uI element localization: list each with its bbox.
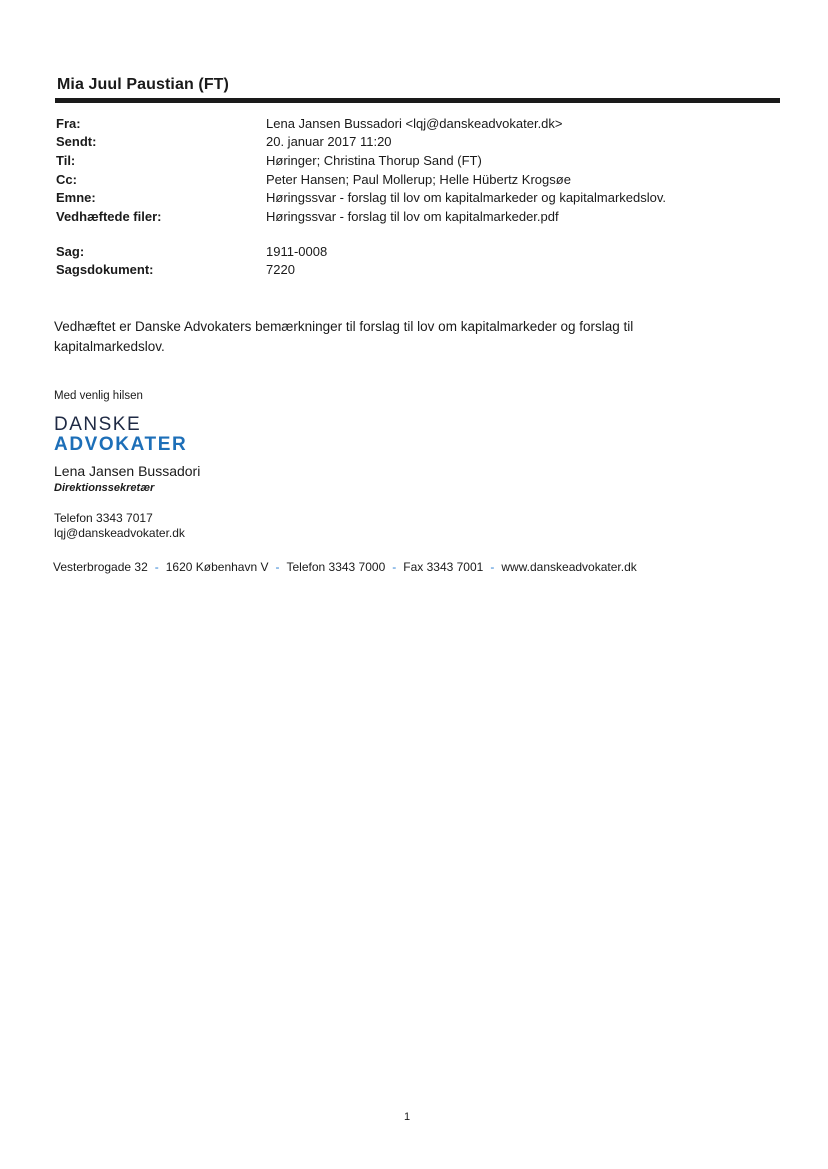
header-row-to: [56, 153, 716, 171]
signature-title: Direktionssekretær: [54, 482, 155, 494]
header-value-from: Lena Jansen Bussadori <lqj@danskeadvokater.dk>: [266, 116, 563, 131]
header-label-to: Til:: [56, 153, 76, 168]
header-value-to: Høringer; Christina Thorup Sand (FT): [266, 153, 482, 168]
signature-email-link[interactable]: lqj@danskeadvokater.dk: [54, 526, 185, 540]
header-divider: [55, 98, 780, 103]
email-body-text: Vedhæftet er Danske Advokaters bemærkninger til forslag til lov om kapitalmarkeder og forslag til kapitalmarkedslov.: [54, 319, 634, 354]
header-value-case: 1911-0008: [266, 244, 328, 259]
footer-fax: Fax 3343 7001: [403, 560, 484, 574]
header-label-attachments: Vedhæftede filer:: [56, 209, 162, 224]
footer-separator: -: [275, 560, 280, 574]
footer-website-link[interactable]: www.danskeadvokater.dk: [501, 560, 637, 574]
header-label-cc: Cc:: [56, 172, 77, 187]
header-row-sent: [56, 134, 716, 152]
header-label-case: Sag:: [56, 244, 85, 259]
footer-address: Vesterbrogade 32: [53, 560, 148, 574]
signature-footer: [53, 560, 637, 574]
footer-separator: -: [154, 560, 159, 574]
header-value-cc: Peter Hansen; Paul Mollerup; Helle Hübertz Krogsøe: [266, 172, 571, 187]
header-row-attachments: [56, 209, 716, 227]
header-label-case-document: Sagsdokument:: [56, 262, 154, 277]
header-value-attachments: Høringssvar - forslag til lov om kapitalmarkeder.pdf: [266, 209, 559, 224]
signature-name: Lena Jansen Bussadori: [54, 463, 201, 479]
footer-separator: -: [392, 560, 397, 574]
header-row-from: [56, 116, 716, 134]
signature-phone: Telefon 3343 7017: [54, 511, 153, 525]
header-row-subject: [56, 190, 716, 208]
header-value-sent: 20. januar 2017 11:20: [266, 134, 392, 149]
page-number: 1: [404, 1111, 411, 1123]
header-row-cc: [56, 172, 716, 190]
header-row-case: [56, 244, 716, 262]
logo-text-top: DANSKE: [54, 414, 142, 435]
header-label-sent: Sendt:: [56, 134, 97, 149]
header-label-subject: Emne:: [56, 190, 96, 205]
header-value-subject: Høringssvar - forslag til lov om kapitalmarkeder og kapitalmarkedslov.: [266, 190, 667, 205]
danske-advokater-logo: [54, 415, 187, 454]
footer-city: 1620 København V: [165, 560, 269, 574]
logo-text-bottom: ADVOKATER: [54, 434, 188, 455]
footer-separator: -: [490, 560, 495, 574]
closing-greeting: Med venlig hilsen: [54, 390, 143, 402]
header-value-case-document: 7220: [266, 262, 295, 277]
mailbox-owner-name: Mia Juul Paustian (FT): [57, 76, 229, 93]
header-row-case-document: [56, 262, 716, 280]
footer-phone: Telefon 3343 7000: [286, 560, 386, 574]
header-label-from: Fra:: [56, 116, 81, 131]
